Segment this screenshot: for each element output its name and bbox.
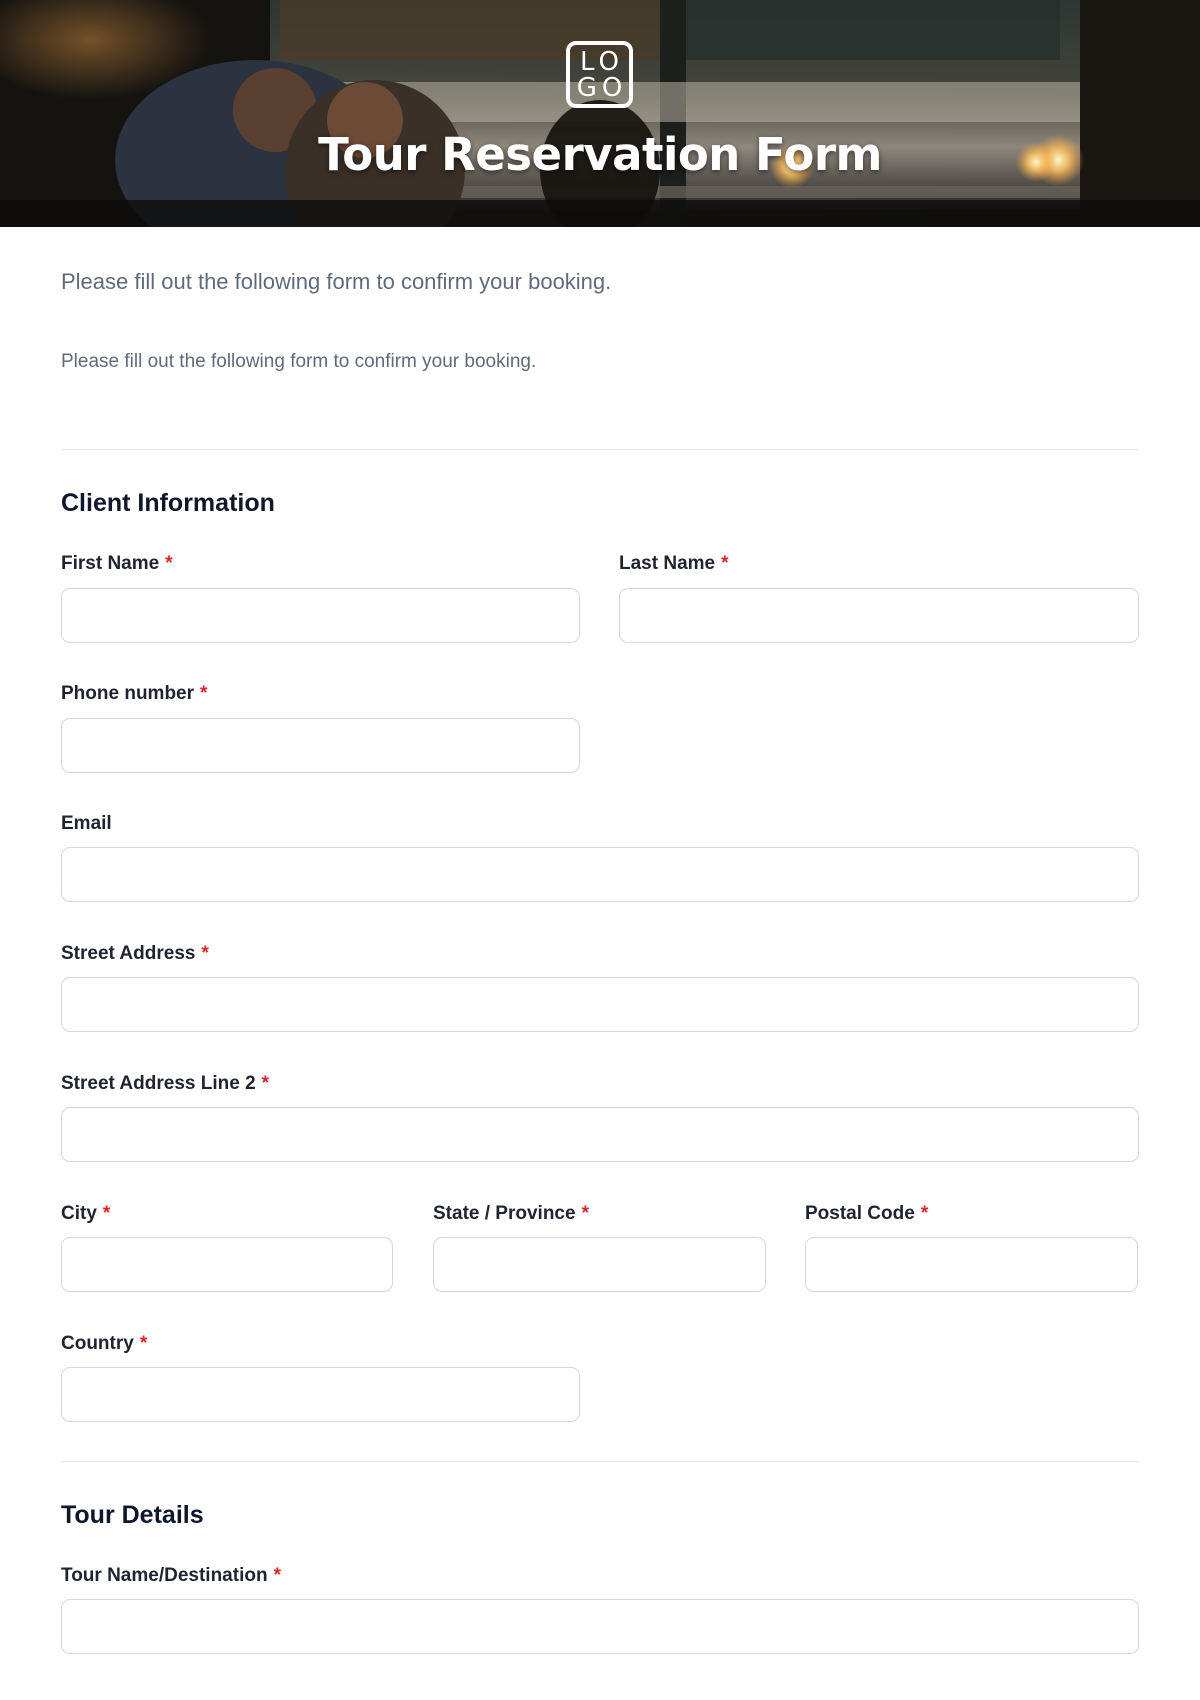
required-asterisk: * <box>721 553 729 574</box>
header-background-image <box>0 0 1200 227</box>
tour-details-heading: Tour Details <box>61 1501 204 1529</box>
email-input[interactable] <box>61 847 1139 902</box>
country-input[interactable] <box>61 1367 580 1422</box>
email-label <box>61 813 112 835</box>
postal-code-label <box>805 1203 928 1225</box>
form-description-secondary: Please fill out the following form to confirm your booking. <box>61 351 537 372</box>
city-input[interactable] <box>61 1237 393 1292</box>
street-address-line-2-input[interactable] <box>61 1107 1139 1162</box>
city-label-text: City <box>61 1203 97 1224</box>
logo <box>566 41 633 108</box>
tour-name-label-text: Tour Name/Destination <box>61 1565 268 1586</box>
street-address-line-2-label-text: Street Address Line 2 <box>61 1073 256 1094</box>
first-name-label <box>61 553 173 575</box>
country-label <box>61 1333 147 1355</box>
tour-name-input[interactable] <box>61 1599 1139 1654</box>
country-label-text: Country <box>61 1333 134 1354</box>
form-description: Please fill out the following form to confirm your booking. <box>61 269 612 294</box>
required-asterisk: * <box>261 1073 270 1094</box>
state-province-label <box>433 1203 589 1225</box>
header-banner <box>0 0 1200 227</box>
logo-text-bottom: GO <box>576 72 628 103</box>
first-name-label-text: First Name <box>61 553 160 574</box>
street-address-label <box>61 943 209 965</box>
required-asterisk: * <box>139 1333 148 1354</box>
required-asterisk: * <box>200 683 208 704</box>
required-asterisk: * <box>102 1203 111 1224</box>
postal-code-input[interactable] <box>805 1237 1138 1292</box>
street-address-input[interactable] <box>61 977 1139 1032</box>
required-asterisk: * <box>581 1203 589 1224</box>
postal-code-label-text: Postal Code <box>805 1203 915 1224</box>
form-title: Tour Reservation Form <box>318 128 882 181</box>
email-label-text: Email <box>61 813 112 834</box>
section-divider <box>61 1461 1139 1462</box>
street-address-label-text: Street Address <box>61 943 196 964</box>
required-asterisk: * <box>273 1565 281 1586</box>
tour-name-label <box>61 1565 281 1587</box>
phone-number-input[interactable] <box>61 718 580 773</box>
street-address-line-2-label <box>61 1073 269 1095</box>
first-name-input[interactable] <box>61 588 580 643</box>
state-province-input[interactable] <box>433 1237 766 1292</box>
last-name-label-text: Last Name <box>619 553 716 574</box>
last-name-label <box>619 553 729 575</box>
phone-number-label <box>61 683 207 705</box>
client-information-heading: Client Information <box>61 489 275 517</box>
required-asterisk: * <box>920 1203 929 1224</box>
logo-text-top: LO <box>579 46 625 77</box>
required-asterisk: * <box>165 553 173 574</box>
last-name-input[interactable] <box>619 588 1139 643</box>
section-divider <box>61 449 1139 450</box>
city-label <box>61 1203 110 1225</box>
phone-number-label-text: Phone number <box>61 683 195 704</box>
state-province-label-text: State / Province <box>433 1203 576 1224</box>
required-asterisk: * <box>201 943 209 964</box>
